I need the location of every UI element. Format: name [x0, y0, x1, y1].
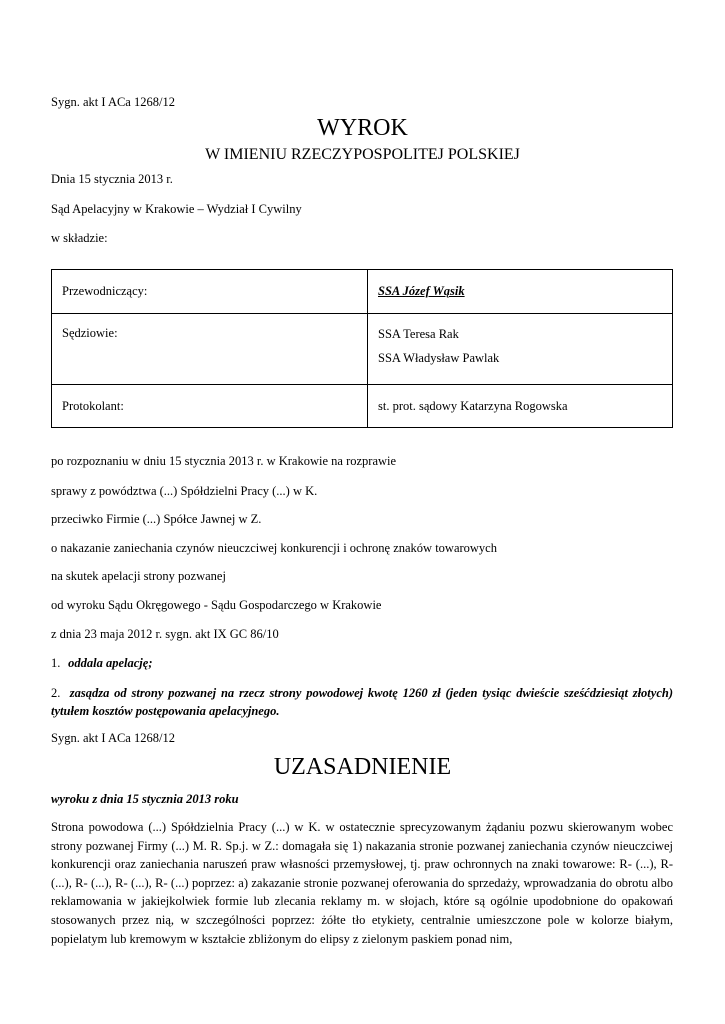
ruling-item-text: oddala apelację;: [68, 656, 153, 670]
presiding-judge: SSA Józef Wąsik: [378, 284, 465, 298]
ruling-item-text: zasądza od strony pozwanej na rzecz strony powodowej kwotę 1260 zł (jeden tysiąc dwieście sześćdziesiąt złotych) tytułem kosztów postępowania apelacyjnego.: [51, 686, 673, 718]
clerk-row: [52, 385, 673, 428]
case-line: o nakazanie zaniechania czynów nieuczciwej konkurencji i ochronę znaków towarowych: [51, 541, 497, 555]
ruling-item-number: 2.: [51, 686, 61, 700]
justification-subtitle: wyroku z dnia 15 stycznia 2013 roku: [51, 792, 239, 806]
clerk-label: Protokolant:: [52, 385, 368, 428]
judge-name: SSA Władysław Pawlak: [378, 351, 500, 365]
document-title: WYROK: [317, 115, 408, 141]
composition-label: w składzie:: [51, 231, 108, 245]
judge-name: SSA Teresa Rak: [378, 327, 459, 341]
case-line: na skutek apelacji strony pozwanej: [51, 569, 226, 583]
judgment-date: Dnia 15 stycznia 2013 r.: [51, 172, 173, 186]
case-line: sprawy z powództwa (...) Spółdzielni Pracy (...) w K.: [51, 484, 318, 498]
presiding-row: [52, 270, 673, 314]
case-line: z dnia 23 maja 2012 r. sygn. akt IX GC 86/10: [51, 627, 279, 641]
case-line: od wyroku Sądu Okręgowego - Sądu Gospodarczego w Krakowie: [51, 598, 382, 612]
document-subtitle: W IMIENIU RZECZYPOSPOLITEJ POLSKIEJ: [205, 146, 520, 163]
justification-paragraph: Strona powodowa (...) Spółdzielnia Pracy (...) w K. w ostatecznie sprecyzowanym żądaniu pozwu skierowanym wobec strony pozwanej Firmy (...) M. R. Sp.j. w Z.: domagała się 1) nakazania stronie pozwanej zaniechania czynów nieuczciwej konkurencji oraz zaniechania naruszeń praw własności przemysłowej, tj. praw ochronnych na znaki towarowe: R- (...), R- (...), R- (...), R- (...), R- (...) poprzez: a) zakazanie stronie pozwanej oferowania do sprzedaży, wprowadzania do obrotu albo reklamowania w jakiejkolwiek formie lub zlecania reklamy m. w słojach, które są ogólnie upodobnione do opakowań stosowanych przez nią, w szczególności poprzez: żółte tło etykiety, centralnie umieszczone pole w kolorze białym, popielatym lub kremowym w kształcie zbliżonym do elipsy z zielonym paskiem ponad nim,: [51, 820, 673, 946]
ruling-item-number: 1.: [51, 656, 61, 670]
ruling-item-1: [51, 655, 152, 671]
clerk-name: st. prot. sądowy Katarzyna Rogowska: [368, 385, 673, 428]
case-reference-footer: Sygn. akt I ACa 1268/12: [51, 731, 175, 745]
case-reference: Sygn. akt I ACa 1268/12: [51, 95, 175, 109]
case-line: przeciwko Firmie (...) Spółce Jawnej w Z.: [51, 512, 262, 526]
panel-table: [51, 269, 673, 428]
judges-label: Sędziowie:: [52, 314, 368, 385]
presiding-label: Przewodniczący:: [52, 270, 368, 314]
case-line: po rozpoznaniu w dniu 15 stycznia 2013 r. w Krakowie na rozprawie: [51, 454, 397, 468]
judges-row: [52, 314, 673, 385]
justification-title: UZASADNIENIE: [273, 754, 452, 780]
ruling-item-2: [51, 684, 673, 720]
court-name: Sąd Apelacyjny w Krakowie – Wydział I Cywilny: [51, 202, 302, 216]
